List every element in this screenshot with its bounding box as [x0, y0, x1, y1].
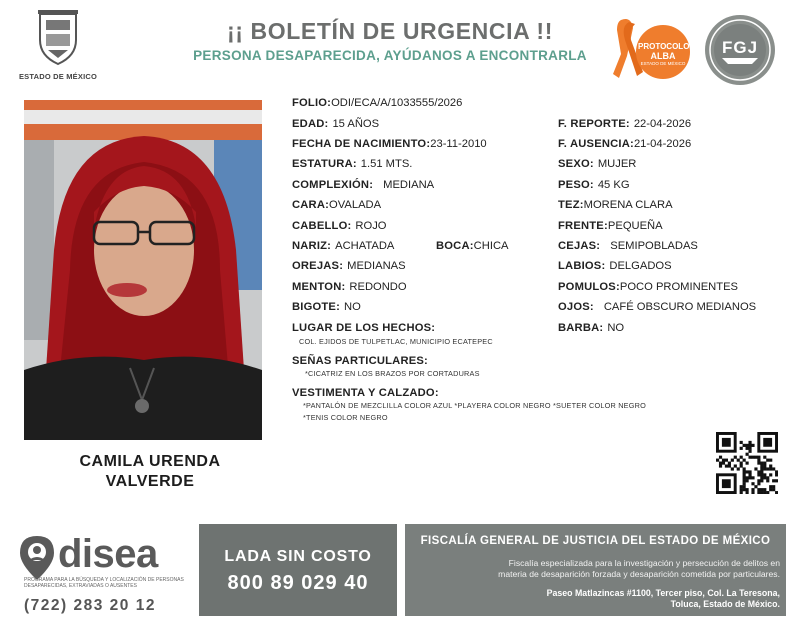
field-label: FRENTE:	[558, 220, 608, 232]
field-bigote	[292, 301, 361, 314]
alba-line2: ALBA	[650, 51, 676, 61]
field-nacimiento	[292, 138, 487, 151]
field-label: SEXO:	[558, 158, 594, 170]
field-sexo	[558, 158, 636, 171]
bulletin-subtitle: PERSONA DESAPARECIDA, AYÚDANOS A ENCONTRARLA	[193, 48, 587, 63]
state-label: ESTADO DE MÉXICO	[18, 72, 98, 81]
field-label: CEJAS:	[558, 240, 601, 252]
field-value: MEDIANAS	[347, 260, 406, 272]
odisea-pin-icon	[16, 534, 58, 582]
field-label: PESO:	[558, 179, 594, 191]
lugar-value: COL. EJIDOS DE TULPETLAC, MUNICIPIO ECATEPEC	[299, 337, 493, 346]
qr-code-icon	[716, 432, 778, 494]
field-value: 45 KG	[597, 179, 630, 191]
fiscalia-panel	[405, 524, 786, 616]
field-ojos	[558, 301, 756, 314]
alba-line3: ESTADO DE MÉXICO	[640, 61, 686, 66]
field-value: OVALADA	[329, 199, 382, 211]
field-frente	[558, 220, 663, 233]
field-barba	[558, 322, 624, 335]
field-label: BARBA:	[558, 322, 604, 334]
senas-label: SEÑAS PARTICULARES:	[292, 355, 428, 367]
field-label: OJOS:	[558, 301, 594, 313]
field-labios	[558, 260, 672, 273]
field-cara	[292, 199, 381, 212]
field-label: MENTON:	[292, 281, 346, 293]
field-label: ESTATURA:	[292, 158, 357, 170]
lada-phone-number[interactable]: 800 89 029 40	[227, 572, 369, 594]
field-value: MORENA CLARA	[583, 199, 673, 211]
field-label: CARA:	[292, 199, 330, 211]
person-name-line2: VALVERDE	[105, 473, 195, 490]
bulletin-title: ¡¡ BOLETÍN DE URGENCIA !!	[227, 18, 553, 44]
fiscalia-title: FISCALÍA GENERAL DE JUSTICIA DEL ESTADO DE MÉXICO	[420, 535, 771, 547]
lada-sin-costo-panel	[199, 524, 397, 616]
odisea-word: disea	[58, 532, 158, 576]
fgj-label: FGJ	[721, 38, 759, 57]
field-value: 23-11-2010	[430, 138, 487, 150]
fiscalia-desc-line1: Fiscalía especializada para la investigación y persecución de delitos en	[508, 558, 780, 568]
field-label: F. AUSENCIA:	[558, 138, 634, 150]
lugar-label: LUGAR DE LOS HECHOS:	[292, 322, 436, 334]
fgj-logo	[704, 14, 776, 86]
field-label: COMPLEXIÓN:	[292, 179, 374, 191]
field-label: BOCA:	[436, 240, 474, 252]
field-value: CAFÉ OBSCURO MEDIANOS	[603, 301, 757, 313]
address-line2: Toluca, Estado de México.	[670, 599, 780, 609]
qr-code[interactable]	[716, 432, 778, 494]
person-name-line1: CAMILA URENDA	[79, 453, 221, 470]
field-orejas	[292, 260, 406, 273]
field-edad	[292, 118, 379, 131]
field-value: NO	[344, 301, 361, 313]
field-value: 15 AÑOS	[332, 118, 380, 130]
field-value: ACHATADA	[335, 240, 395, 252]
field-label: LABIOS:	[558, 260, 606, 272]
field-value: REDONDO	[349, 281, 407, 293]
field-label: TEZ:	[558, 199, 584, 211]
field-folio	[292, 97, 462, 110]
field-value: DELGADOS	[609, 260, 672, 272]
address-line1: Paseo Matlazincas #1100, Tercer piso, Col. La Teresona,	[546, 588, 780, 598]
portrait-illustration	[24, 100, 262, 440]
field-value: 1.51 MTS.	[360, 158, 413, 170]
fiscalia-desc-line2: materia de desaparición forzada y desaparición cometida por particulares.	[498, 569, 780, 579]
field-value: MUJER	[597, 158, 637, 170]
field-label: BIGOTE:	[292, 301, 341, 313]
field-tez	[558, 199, 673, 212]
lada-label: LADA SIN COSTO	[224, 548, 372, 565]
field-complexion	[292, 179, 434, 192]
field-peso	[558, 179, 630, 192]
edomex-logo	[18, 10, 98, 88]
fiscalia-address	[411, 588, 780, 610]
protocolo-alba-logo	[607, 16, 695, 82]
field-f-reporte	[558, 118, 691, 131]
edomex-seal-icon	[34, 10, 82, 66]
field-label: F. REPORTE:	[558, 118, 630, 130]
field-value: 21-04-2026	[633, 138, 692, 150]
field-nariz	[292, 240, 394, 253]
alba-line1: PROTOCOLO	[638, 42, 690, 51]
vestimenta-line2: *TENIS COLOR NEGRO	[303, 413, 388, 422]
field-label: CABELLO:	[292, 220, 352, 232]
field-cabello	[292, 220, 386, 233]
person-name	[24, 452, 276, 492]
vestimenta-label: VESTIMENTA Y CALZADO:	[292, 387, 439, 399]
field-pomulos	[558, 281, 738, 294]
field-menton	[292, 281, 407, 294]
field-label: POMULOS:	[558, 281, 620, 293]
fiscalia-description	[411, 558, 780, 580]
field-estatura	[292, 158, 412, 171]
field-value: 22-04-2026	[633, 118, 692, 130]
field-f-ausencia	[558, 138, 691, 151]
field-value: ODI/ECA/A/1033555/2026	[331, 97, 463, 109]
odisea-description: PROGRAMA PARA LA BÚSQUEDA Y LOCALIZACIÓN DE PERSONAS DESAPARECIDAS, EXTRAVIADAS O AUSENTES	[24, 577, 184, 589]
field-cejas	[558, 240, 698, 253]
field-value: SEMIPOBLADAS	[610, 240, 698, 252]
field-value: CHICA	[473, 240, 509, 252]
field-value: MEDIANA	[383, 179, 435, 191]
field-value: POCO PROMINENTES	[619, 281, 738, 293]
field-value: NO	[607, 322, 625, 334]
field-value: PEQUEÑA	[607, 220, 663, 232]
odisea-logo	[14, 530, 189, 615]
field-label: EDAD:	[292, 118, 329, 130]
field-value: ROJO	[355, 220, 387, 232]
field-label: FECHA DE NACIMIENTO:	[292, 138, 431, 150]
field-label: NARIZ:	[292, 240, 332, 252]
senas-value: *CICATRIZ EN LOS BRAZOS POR CORTADURAS	[305, 369, 480, 378]
odisea-phone[interactable]: (722) 283 20 12	[24, 597, 156, 614]
missing-person-photo	[24, 100, 262, 440]
field-boca	[436, 240, 508, 253]
field-label: FOLIO:	[292, 97, 332, 109]
vestimenta-line1: *PANTALÓN DE MEZCLILLA COLOR AZUL *PLAYERA COLOR NEGRO *SUETER COLOR NEGRO	[303, 401, 646, 410]
field-label: OREJAS:	[292, 260, 344, 272]
